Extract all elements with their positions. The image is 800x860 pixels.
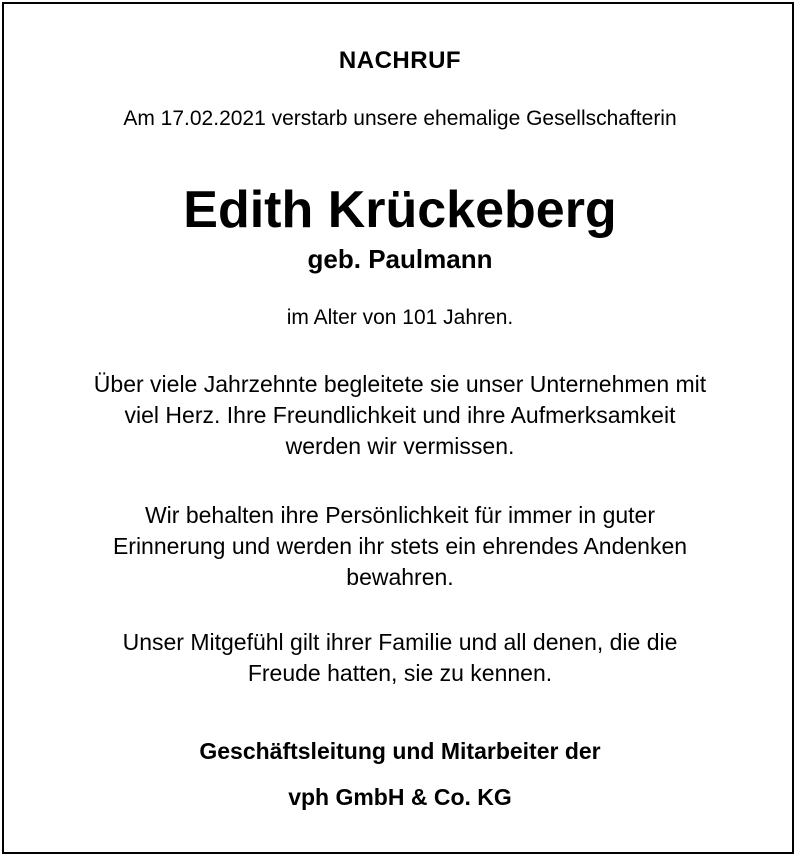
paragraph-line: Über viele Jahrzehnte begleitete sie unser Unternehmen mit: [93, 371, 707, 397]
signature-line-1: Geschäftsleitung und Mitarbeiter der: [199, 738, 601, 764]
paragraph-line: bewahren.: [346, 564, 454, 590]
age-line: im Alter von 101 Jahren.: [286, 306, 514, 329]
paragraph-line: Erinnerung und werden ihr stets ein ehrendes Andenken: [112, 533, 688, 559]
paragraph-line: werden wir vermissen.: [285, 433, 515, 459]
signature-company: vph GmbH & Co. KG: [288, 784, 512, 810]
condolence-paragraph: [0, 627, 800, 689]
paragraph-line: viel Herz. Ihre Freundlichkeit und ihre Aufmerksamkeit: [124, 402, 676, 428]
tribute-paragraph-2: [0, 500, 800, 593]
deceased-name: Edith Krückeberg: [183, 181, 617, 239]
tribute-paragraph-1: [0, 369, 800, 462]
paragraph-line: Freude hatten, sie zu kennen.: [247, 660, 553, 686]
death-announcement: Am 17.02.2021 verstarb unsere ehemalige Gesellschafterin: [123, 107, 677, 130]
paragraph-line: Wir behalten ihre Persönlichkeit für immer in guter: [144, 502, 656, 528]
paragraph-line: Unser Mitgefühl gilt ihrer Familie und all denen, die die: [122, 629, 678, 655]
maiden-name: geb. Paulmann: [307, 244, 493, 274]
obituary-heading: NACHRUF: [338, 47, 462, 74]
